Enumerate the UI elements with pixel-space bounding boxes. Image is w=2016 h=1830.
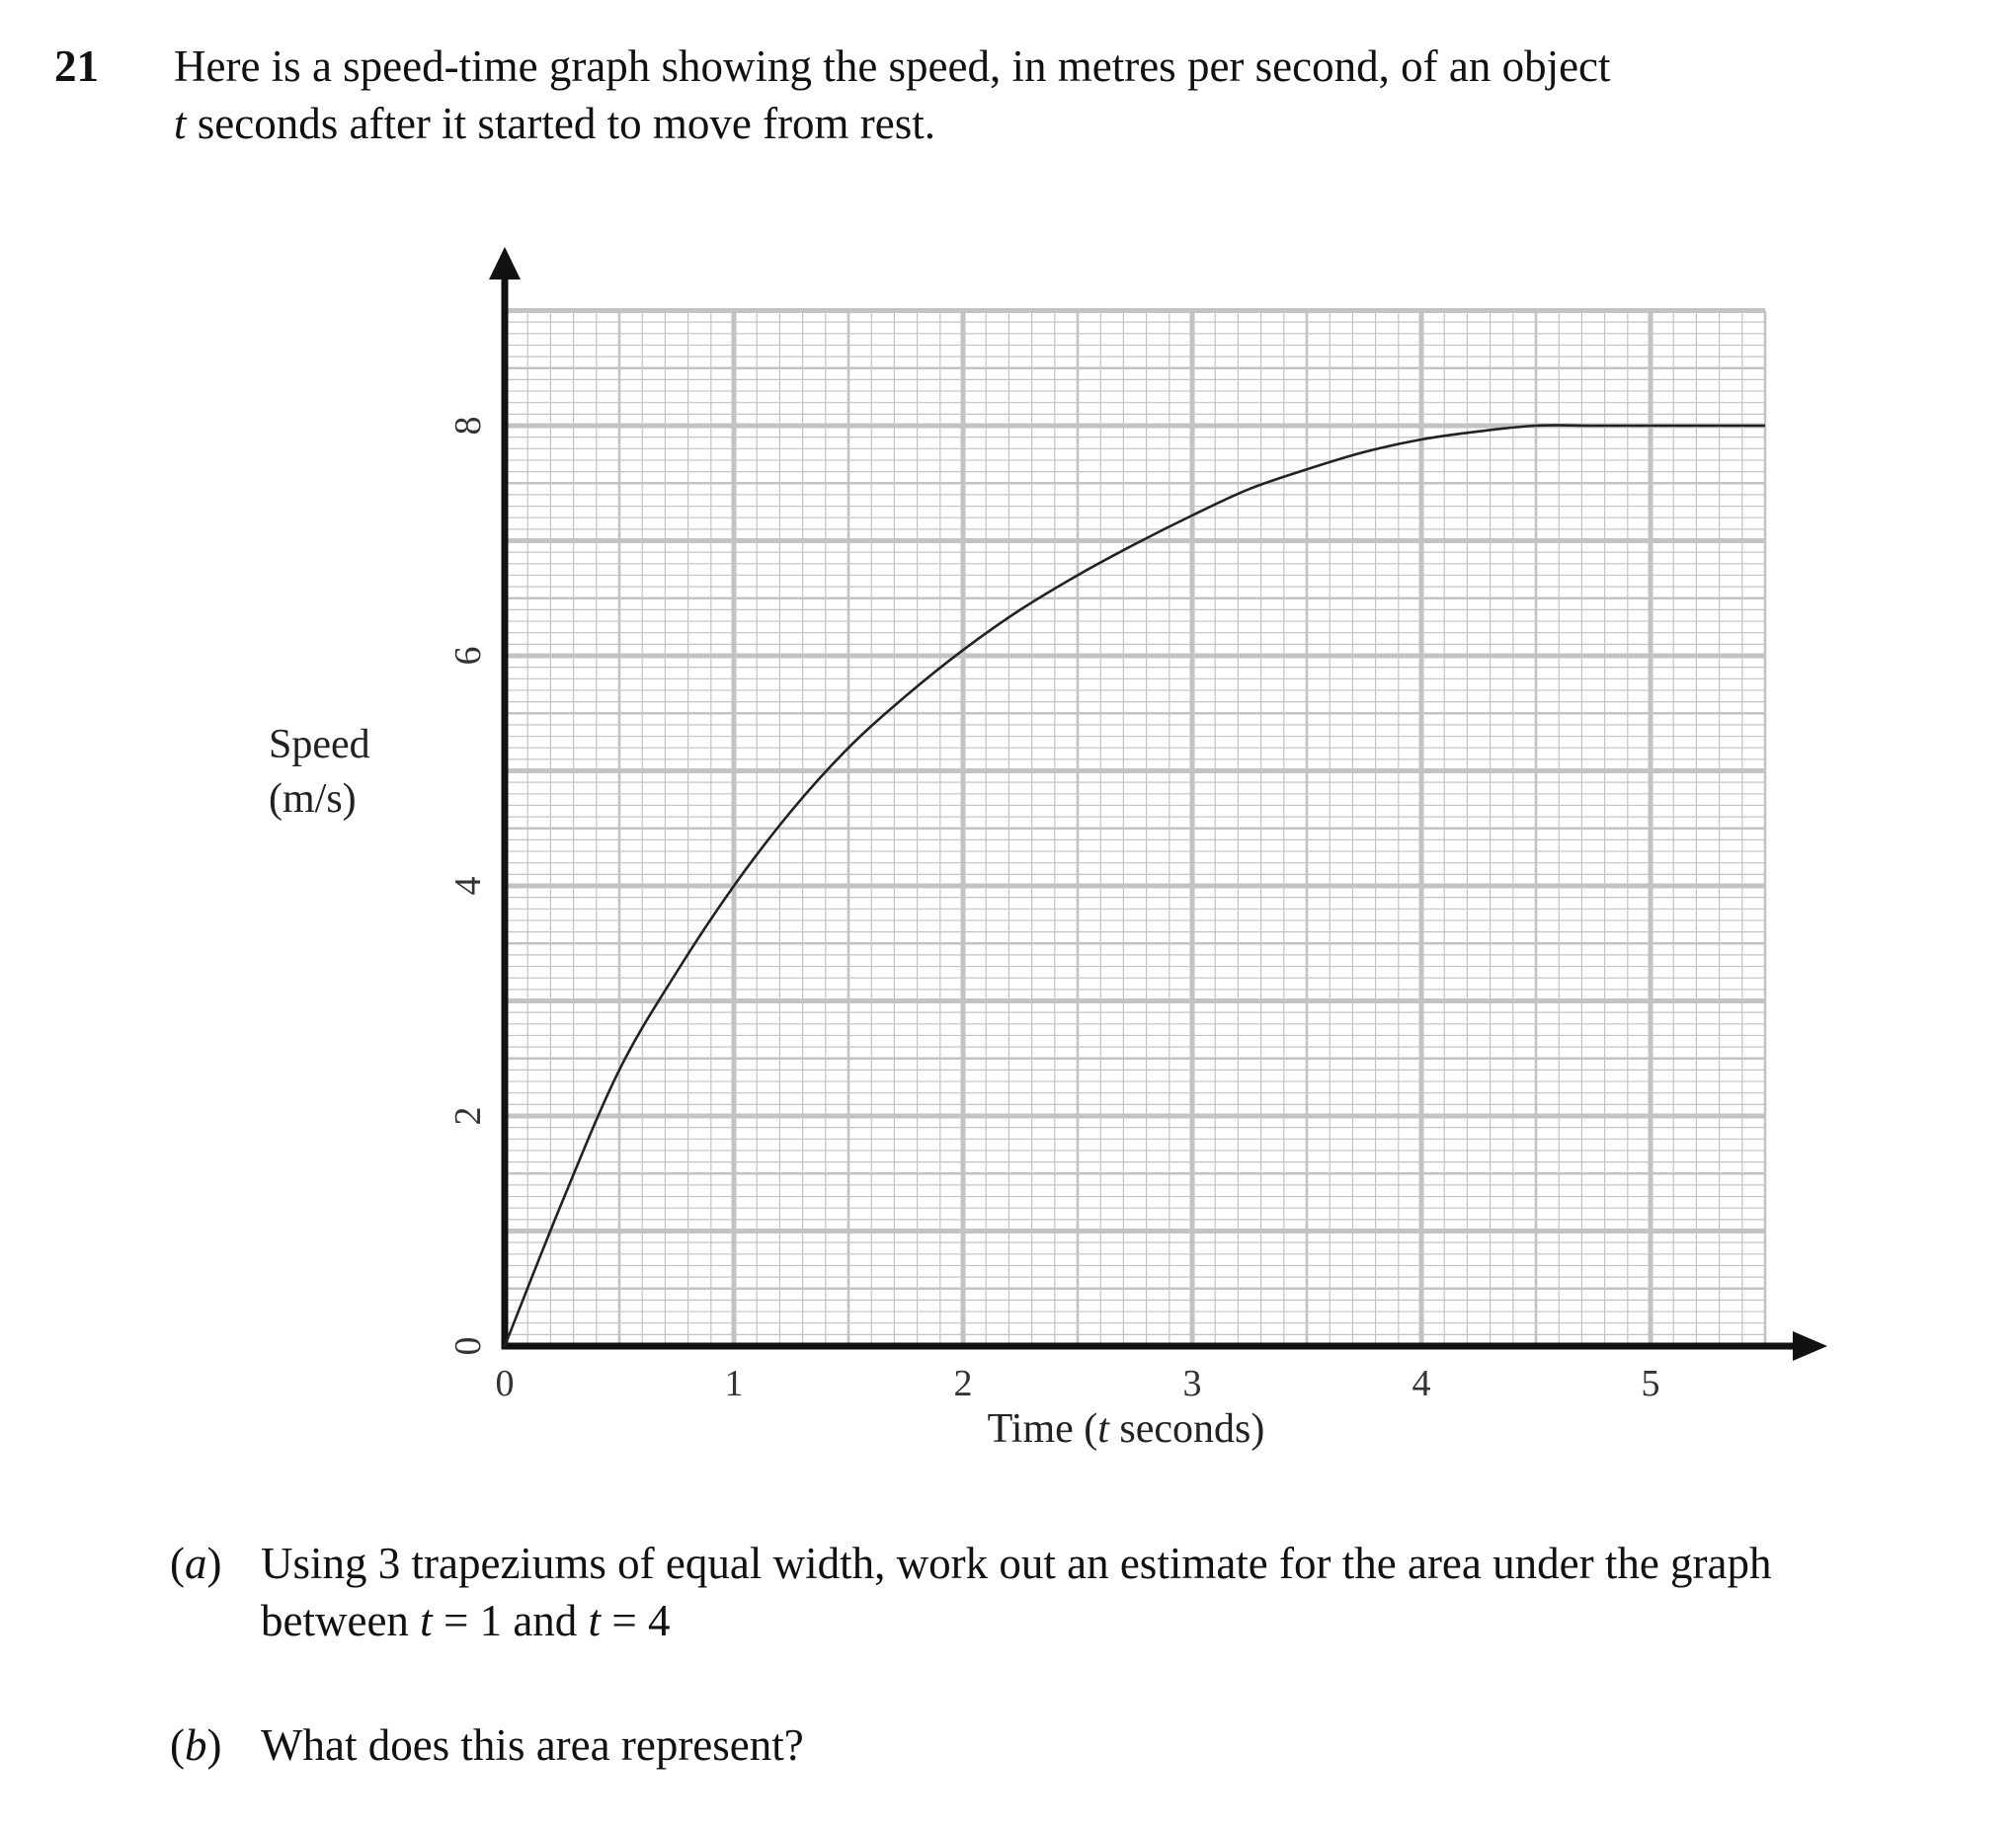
part-b-text: [261, 1716, 804, 1774]
intro-line-1: Here is a speed-time graph showing the speed, in metres per second, of an object: [174, 41, 1611, 91]
intro-line-2-text: seconds after it started to move from rest.: [186, 99, 936, 148]
y-tick-label: 0: [447, 1336, 489, 1356]
x-axis-label-suffix: seconds): [1108, 1406, 1265, 1452]
intro-variable: t: [174, 99, 187, 148]
x-axis-label: [988, 1406, 1265, 1452]
x-tick-label: 1: [724, 1363, 744, 1404]
x-tick-label: 4: [1411, 1363, 1431, 1404]
x-tick-label: 5: [1641, 1363, 1660, 1404]
y-tick-label: 6: [447, 646, 489, 666]
y-tick-label: 8: [447, 416, 489, 436]
part-a-text: [261, 1535, 1772, 1649]
y-tick-label: 2: [447, 1106, 489, 1126]
part-a-line-1: Using 3 trapeziums of equal width, work out an estimate for the area under the graph: [261, 1539, 1772, 1588]
grid: [505, 311, 1765, 1347]
part-a-line-2: between t = 1 and t = 4: [261, 1596, 671, 1645]
y-tick-label: 4: [447, 876, 489, 896]
part-b-line-1: What does this area represent?: [261, 1720, 804, 1770]
part-b-label: (b): [170, 1720, 222, 1770]
x-tick-label: 2: [953, 1363, 973, 1404]
x-axis-label-variable: t: [1097, 1406, 1109, 1452]
part-a-label: (a): [170, 1539, 222, 1588]
y-axis-label-line-1: Speed: [269, 722, 370, 767]
x-tick-label: 0: [495, 1363, 515, 1404]
x-tick-label: 3: [1182, 1363, 1202, 1404]
question-number: 21: [54, 41, 99, 91]
y-axis-label-line-2: (m/s): [269, 776, 357, 822]
x-axis-arrowhead: [1793, 1331, 1827, 1361]
x-axis-label-prefix: Time (: [987, 1406, 1098, 1452]
tick-labels: [447, 417, 1660, 1405]
y-axis-arrowhead: [489, 247, 521, 279]
